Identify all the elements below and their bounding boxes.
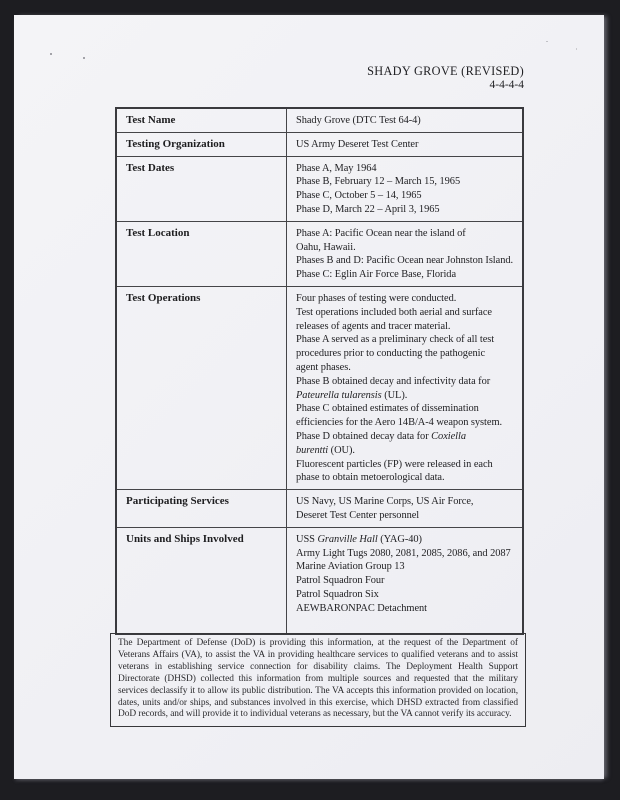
table-row [116,156,523,221]
row-value [287,221,524,286]
value-line: Phase D, March 22 – April 3, 1965 [296,203,440,215]
value-line: Deseret Test Center personnel [296,509,420,521]
row-value [287,108,524,132]
value-line: Fluorescent particles (FP) were released in each [296,458,493,470]
table-row [116,527,523,634]
document-page [14,15,604,779]
row-value [287,156,524,221]
row-value [287,286,524,489]
row-label: Test Name [116,108,287,132]
value-line: procedures prior to conducting the pathogenic [296,348,486,360]
row-value [287,132,524,156]
value-line: Patrol Squadron Six [296,588,379,600]
value-line: Phase D obtained decay data for Coxiella [296,430,466,442]
scan-speck [83,57,85,59]
value-line: releases of agents and tracer material. [296,320,451,332]
value-line: US Navy, US Marine Corps, US Air Force, [296,496,474,508]
row-label: Testing Organization [116,132,287,156]
value-line: Phases B and D: Pacific Ocean near Johnston Island. [296,255,514,267]
disclaimer-text: The Department of Defense (DoD) is providing this information, at the request of the Department of Veterans Affairs (VA), to assist the VA in providing healthcare services to qualified veterans and to assist veterans in establishing service connection for disability claims. The Deployment Health Support Directorate (DHSD) collected this information from multiple sources and requested that the military services declassify it to allow its public distribution. The VA accepts this information provided on location, dates, units and/or ships, and substances involved in this exercise, which DHSD extracted from classified DoD records, and will provide it to individual veterans as necessary, but the VA cannot verify its accuracy. [118,638,518,720]
row-label: Test Location [116,221,287,286]
scan-speck [576,48,577,50]
value-line: Test operations included both aerial and surface [296,306,492,318]
value-line: Oahu, Hawaii. [296,241,356,253]
value-line: Phase A served as a preliminary check of all test [296,334,495,346]
value-line: Phase B, February 12 – March 15, 1965 [296,176,461,188]
value-line: Phase C obtained estimates of dissemination [296,403,479,415]
document-title: SHADY GROVE (REVISED) [367,64,524,78]
value-line: AEWBARONPAC Detachment [296,602,427,614]
value-line: Marine Aviation Group 13 [296,561,405,573]
page-number: 4-4-4-4 [489,78,524,91]
scan-speck [50,53,52,55]
value-line: Phase C: Eglin Air Force Base, Florida [296,269,457,281]
row-value [287,527,524,634]
table-row [116,132,523,156]
value-line: Pateurella tularensis (UL). [296,389,408,401]
table-row [116,490,523,528]
row-label: Participating Services [116,490,287,528]
row-value [287,490,524,528]
value-line: USS Granville Hall (YAG-40) [296,533,422,545]
row-label: Units and Ships Involved [116,527,287,634]
table-row [116,108,523,132]
value-line: phase to obtain metoerological data. [296,472,445,484]
value-line: Army Light Tugs 2080, 2081, 2085, 2086, and 2087 [296,547,511,559]
value-line: Four phases of testing were conducted. [296,292,457,304]
value-line: burentti (OU). [296,444,355,456]
value-line: US Army Deseret Test Center [296,138,419,150]
value-line: efficiencies for the Aero 14B/A-4 weapon system. [296,417,503,429]
table-row [116,286,523,489]
test-info-table [115,107,524,635]
row-label: Test Operations [116,286,287,489]
value-line: agent phases. [296,361,351,373]
row-label: Test Dates [116,156,287,221]
value-line: Phase A: Pacific Ocean near the island of [296,227,466,239]
table-row [116,221,523,286]
value-line: Phase A, May 1964 [296,162,377,174]
table-body [116,108,523,634]
document-header [115,64,524,92]
value-line [296,616,518,630]
value-line: Phase C, October 5 – 14, 1965 [296,190,422,202]
scan-speck [546,41,548,42]
value-line: Shady Grove (DTC Test 64-4) [296,115,421,126]
disclaimer-box [110,633,526,727]
value-line: Phase B obtained decay and infectivity data for [296,375,491,387]
value-line: Patrol Squadron Four [296,575,385,587]
